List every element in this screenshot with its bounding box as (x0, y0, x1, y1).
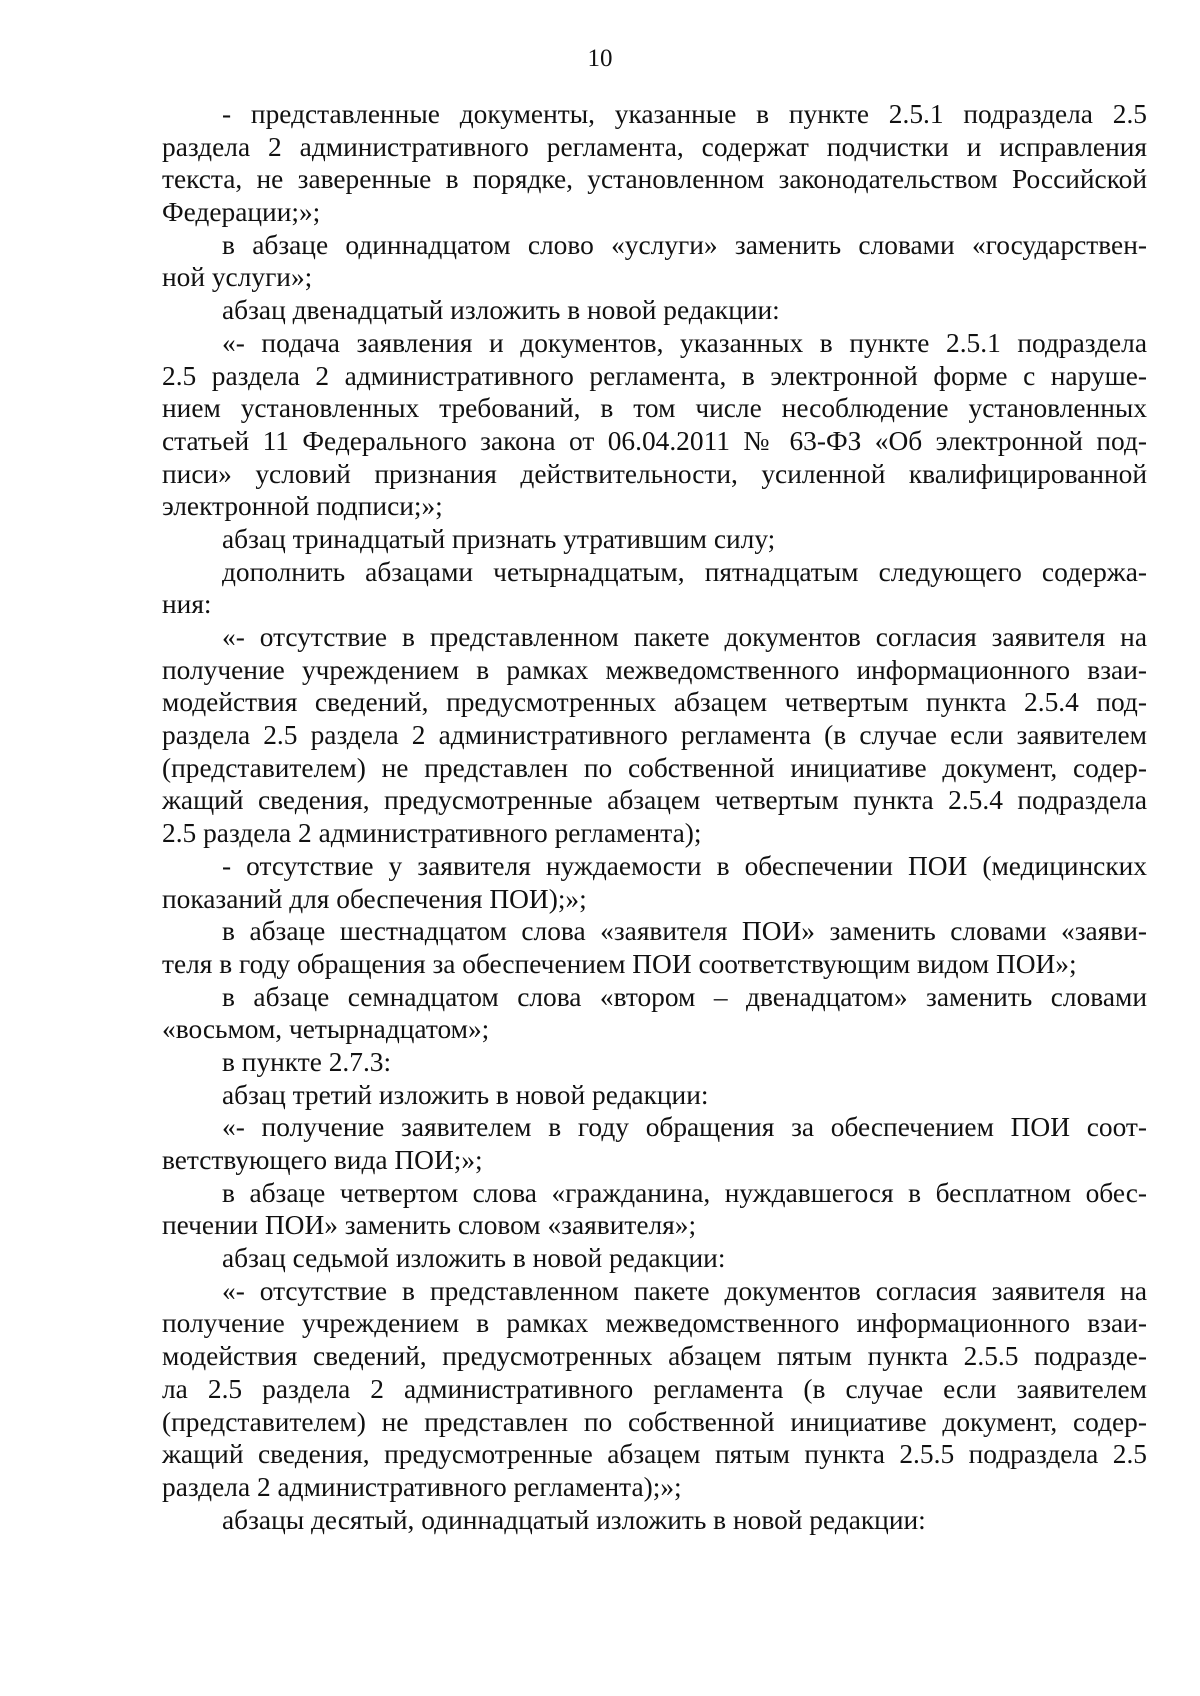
text-line: (представителем) не представлен по собственной инициативе документ, содер- (162, 1406, 1147, 1437)
text-line: Федерации;»; (162, 197, 321, 228)
text-line: «- получение заявителем в году обращения за обеспечением ПОИ соот- (222, 1112, 1147, 1143)
text-line: раздела 2 административного регламента);»; (162, 1471, 682, 1502)
text-line: ла 2.5 раздела 2 административного регламента (в случае если заявителем (162, 1373, 1147, 1404)
text-line: ветствующего вида ПОИ;»; (162, 1145, 483, 1175)
text-line: показаний для обеспечения ПОИ);»; (162, 883, 587, 914)
text-line: (представителем) не представлен по собственной инициативе документ, содер- (162, 752, 1147, 783)
text-line: абзац тринадцатый признать утратившим силу; (222, 523, 776, 554)
document-body (162, 98, 1147, 1536)
text-line: теля в году обращения за обеспечением ПОИ соответствующим видом ПОИ»; (162, 948, 1077, 979)
text-line: «- подача заявления и документов, указанных в пункте 2.5.1 подраздела (222, 327, 1147, 358)
text-line: в абзаце четвертом слова «гражданина, нуждавшегося в бесплатном обес- (222, 1177, 1147, 1208)
text-line: «- отсутствие в представленном пакете документов согласия заявителя на (222, 1275, 1147, 1306)
text-line: абзац седьмой изложить в новой редакции: (222, 1243, 726, 1274)
text-line: в пункте 2.7.3: (222, 1046, 392, 1077)
text-line: ния: (162, 589, 212, 620)
text-line: - отсутствие у заявителя нуждаемости в обеспечении ПОИ (медицинских (222, 850, 1147, 881)
text-line: жащий сведения, предусмотренные абзацем пятым пункта 2.5.5 подраздела 2.5 (162, 1439, 1147, 1470)
text-line: раздела 2 административного регламента, содержат подчистки и исправления (162, 131, 1147, 162)
text-line: текста, не заверенные в порядке, установленном законодательством Российской (162, 164, 1147, 195)
text-line: в абзаце одиннадцатом слово «услуги» заменить словами «государствен- (222, 229, 1147, 260)
text-line: писи» условий признания действительности, усиленной квалифицированной (162, 458, 1147, 489)
text-line: 2.5 раздела 2 административного регламента, в электронной форме с наруше- (162, 360, 1147, 391)
text-line: ной услуги»; (162, 262, 313, 293)
text-line: модействия сведений, предусмотренных абзацем пятым пункта 2.5.5 подразде- (162, 1341, 1147, 1372)
text-line: получение учреждением в рамках межведомственного информационного взаи- (162, 654, 1147, 685)
text-line: «восьмом, четырнадцатом»; (162, 1014, 490, 1045)
text-line: «- отсутствие в представленном пакете документов согласия заявителя на (222, 622, 1147, 652)
text-line: жащий сведения, предусмотренные абзацем четвертым пункта 2.5.4 подраздела (162, 785, 1147, 816)
text-line: в абзаце шестнадцатом слова «заявителя ПОИ» заменить словами «заяви- (222, 916, 1147, 947)
text-line: электронной подписи;»; (162, 491, 443, 522)
text-line: нием установленных требований, в том числе несоблюдение установленных (162, 393, 1147, 424)
text-line: абзац двенадцатый изложить в новой редакции: (222, 295, 780, 326)
text-line: печении ПОИ» заменить словом «заявителя»; (162, 1210, 697, 1241)
text-line: статьей 11 Федерального закона от 06.04.2011 № 63-ФЗ «Об электронной под- (162, 425, 1147, 456)
text-line: модействия сведений, предусмотренных абзацем четвертым пункта 2.5.4 под- (162, 687, 1147, 718)
text-line: в абзаце семнадцатом слова «втором – двенадцатом» заменить словами (222, 981, 1147, 1012)
text-line: абзацы десятый, одиннадцатый изложить в новой редакции: (222, 1504, 926, 1535)
text-line: абзац третий изложить в новой редакции: (222, 1079, 709, 1110)
text-line: 2.5 раздела 2 административного регламента); (162, 818, 702, 849)
text-line: раздела 2.5 раздела 2 административного регламента (в случае если заявителем (162, 720, 1147, 751)
text-line: получение учреждением в рамках межведомственного информационного взаи- (162, 1308, 1147, 1339)
page-number: 10 (587, 45, 613, 72)
text-line: дополнить абзацами четырнадцатым, пятнадцатым следующего содержа- (222, 556, 1147, 587)
text-line: - представленные документы, указанные в пункте 2.5.1 подраздела 2.5 (222, 99, 1147, 129)
